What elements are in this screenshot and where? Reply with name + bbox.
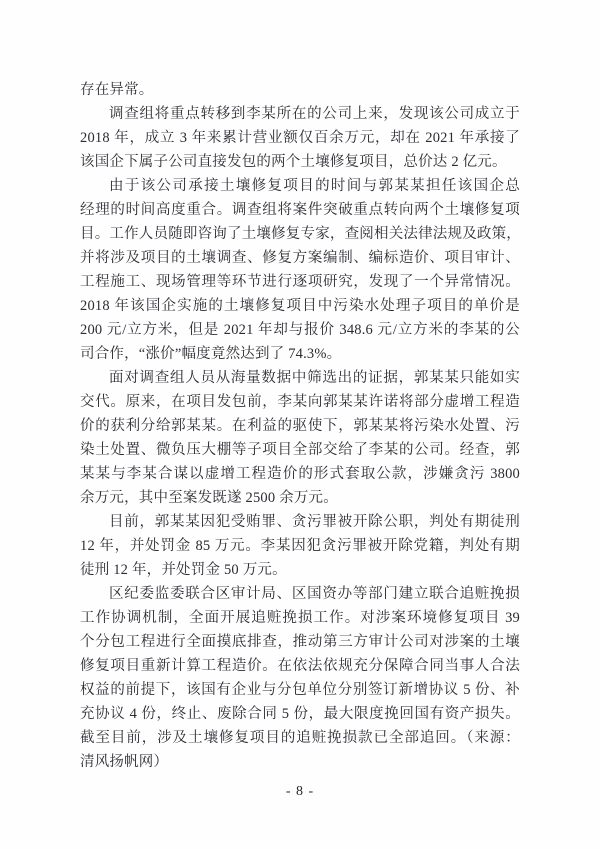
paragraph <box>80 582 520 774</box>
text-line: 染土处置、微负压大棚等子项目全部交给了李某的公司。经查，郭 <box>80 442 520 458</box>
text-line: 面对调查组人员从海量数据中筛选出的证据，郭某某只能如实 <box>109 370 520 386</box>
text-line: 权益的前提下，该国有企业与分包单位分别签订新增协议 5 份、补 <box>80 682 520 698</box>
paragraph <box>80 102 520 174</box>
paragraph <box>80 510 520 582</box>
text-line: 修复项目重新计算工程造价。在依法依规充分保障合同当事人合法 <box>80 658 520 674</box>
text-line: 交代。原来，在项目发包前，李某向郭某某许诺将部分虚增工程造 <box>80 394 520 410</box>
text-line: 目前，郭某某因犯受贿罪、贪污罪被开除公职，判处有期徒刑 <box>109 514 520 530</box>
text-line: 目。工作人员随即咨询了土壤修复专家，查阅相关法律法规及政策， <box>80 226 521 242</box>
text-line: 徒刑 12 年，并处罚金 50 万元。 <box>80 562 287 578</box>
text-line: 余万元，其中至案发既遂 2500 余万元。 <box>80 490 338 506</box>
text-line: 由于该公司承接土壤修复项目的时间与郭某某担任该国企总 <box>109 178 520 194</box>
text-line: 调查组将重点转移到李某所在的公司上来，发现该公司成立于 <box>109 106 520 122</box>
text-line: 工作协调机制，全面开展追赃挽损工作。对涉案环境修复项目 39 <box>80 610 520 626</box>
paragraph <box>80 174 520 366</box>
text-line: 该国企下属子公司直接发包的两个土壤修复项目，总价达 2 亿元。 <box>80 154 507 170</box>
text-line: 2018 年，成立 3 年来累计营业额仅百余万元，却在 2021 年承接了 <box>80 130 520 146</box>
text-line: 2018 年该国企实施的土壤修复项目中污染水处理子项目的单价是 <box>80 298 520 314</box>
text-line: 工程施工、现场管理等环节进行逐项研究，发现了一个异常情况。 <box>80 274 520 290</box>
text-line: 截至目前，涉及土壤修复项目的追赃挽损款已全部追回。（来源： <box>80 730 520 746</box>
text-line: 个分包工程进行全面摸底排查，推动第三方审计公司对涉案的土壤 <box>80 634 520 650</box>
text-line: 并将涉及项目的土壤调查、修复方案编制、编标造价、项目审计、 <box>80 250 520 266</box>
paragraph <box>80 366 520 510</box>
page-number: - 8 - <box>285 784 315 799</box>
text-line: 价的获利分给郭某某。在利益的驱使下，郭某某将污染水处置、污 <box>80 418 520 434</box>
text-line: 经理的时间高度重合。调查组将案件突破重点转向两个土壤修复项 <box>80 202 520 218</box>
text-line: 某某与李某合谋以虚增工程造价的形式套取公款，涉嫌贪污 3800 <box>80 466 520 482</box>
paragraph <box>80 78 520 102</box>
text-line: 区纪委监委联合区审计局、区国资办等部门建立联合追赃挽损 <box>109 586 520 602</box>
text-line: 司合作，“涨价”幅度竟然达到了 74.3%。 <box>80 346 342 362</box>
document-body <box>80 78 520 774</box>
text-line: 充协议 4 份，终止、废除合同 5 份，最大限度挽回国有资产损失。 <box>80 706 520 722</box>
text-line: 200 元/立方米，但是 2021 年却与报价 348.6 元/立方米的李某的公 <box>80 322 520 338</box>
text-line: 清风扬帆网） <box>80 754 169 770</box>
text-line: 12 年，并处罚金 85 万元。李某因犯贪污罪被开除党籍，判处有期 <box>80 538 520 554</box>
text-line: 存在异常。 <box>80 82 154 98</box>
